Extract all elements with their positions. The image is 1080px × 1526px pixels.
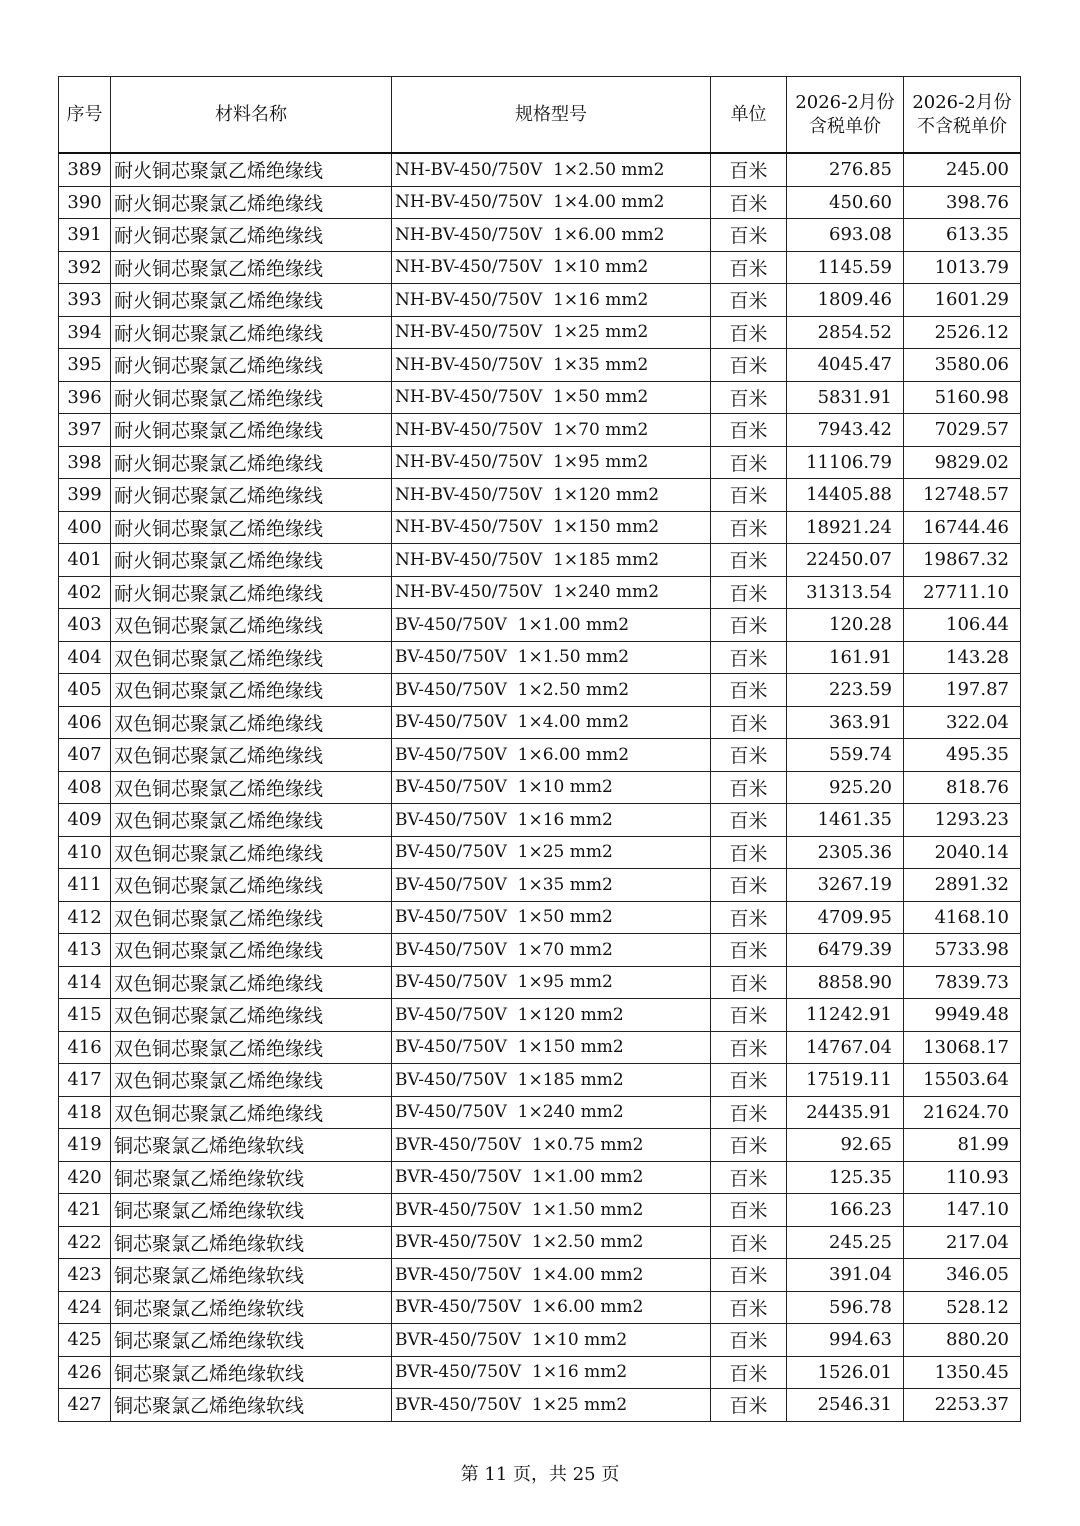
cell-no: 413 (59, 934, 111, 967)
cell-spec: NH-BV-450/750V 1×70 mm2 (392, 414, 711, 447)
cell-no: 401 (59, 544, 111, 577)
cell-spec: BVR-450/750V 1×16 mm2 (392, 1356, 711, 1389)
cell-unit: 百米 (711, 186, 787, 219)
cell-material-name: 铜芯聚氯乙烯绝缘软线 (111, 1356, 392, 1389)
cell-price-tax: 18921.24 (787, 511, 904, 544)
cell-spec: BV-450/750V 1×35 mm2 (392, 869, 711, 902)
cell-no: 411 (59, 869, 111, 902)
table-row (59, 186, 1021, 219)
cell-price-tax: 8858.90 (787, 966, 904, 999)
cell-material-name: 铜芯聚氯乙烯绝缘软线 (111, 1194, 392, 1227)
cell-spec: NH-BV-450/750V 1×95 mm2 (392, 446, 711, 479)
cell-material-name: 耐火铜芯聚氯乙烯绝缘线 (111, 446, 392, 479)
cell-material-name: 耐火铜芯聚氯乙烯绝缘线 (111, 219, 392, 252)
cell-no: 392 (59, 251, 111, 284)
cell-unit: 百米 (711, 381, 787, 414)
table-row (59, 1161, 1021, 1194)
cell-spec: NH-BV-450/750V 1×185 mm2 (392, 544, 711, 577)
cell-price-tax: 17519.11 (787, 1064, 904, 1097)
cell-price-notax: 613.35 (904, 219, 1021, 252)
cell-no: 414 (59, 966, 111, 999)
table-row (59, 1226, 1021, 1259)
cell-spec: NH-BV-450/750V 1×240 mm2 (392, 576, 711, 609)
cell-price-notax: 27711.10 (904, 576, 1021, 609)
cell-no: 390 (59, 186, 111, 219)
cell-material-name: 双色铜芯聚氯乙烯绝缘线 (111, 609, 392, 642)
cell-price-tax: 4045.47 (787, 349, 904, 382)
cell-price-tax: 363.91 (787, 706, 904, 739)
cell-price-notax: 12748.57 (904, 479, 1021, 512)
cell-price-notax: 7839.73 (904, 966, 1021, 999)
table-row (59, 771, 1021, 804)
cell-material-name: 双色铜芯聚氯乙烯绝缘线 (111, 901, 392, 934)
cell-price-notax: 398.76 (904, 186, 1021, 219)
cell-unit: 百米 (711, 1291, 787, 1324)
cell-unit: 百米 (711, 219, 787, 252)
cell-no: 409 (59, 804, 111, 837)
cell-price-tax: 14405.88 (787, 479, 904, 512)
cell-spec: BVR-450/750V 1×4.00 mm2 (392, 1259, 711, 1292)
cell-price-notax: 9829.02 (904, 446, 1021, 479)
cell-price-tax: 24435.91 (787, 1096, 904, 1129)
cell-price-tax: 1145.59 (787, 251, 904, 284)
cell-spec: BVR-450/750V 1×1.50 mm2 (392, 1194, 711, 1227)
cell-unit: 百米 (711, 804, 787, 837)
cell-no: 406 (59, 706, 111, 739)
cell-price-tax: 2546.31 (787, 1389, 904, 1422)
header-price-notax (904, 77, 1021, 154)
cell-price-notax: 81.99 (904, 1129, 1021, 1162)
table-row (59, 381, 1021, 414)
cell-material-name: 耐火铜芯聚氯乙烯绝缘线 (111, 544, 392, 577)
cell-material-name: 双色铜芯聚氯乙烯绝缘线 (111, 739, 392, 772)
cell-unit: 百米 (711, 414, 787, 447)
cell-spec: BVR-450/750V 1×0.75 mm2 (392, 1129, 711, 1162)
table-row (59, 966, 1021, 999)
cell-spec: NH-BV-450/750V 1×16 mm2 (392, 284, 711, 317)
cell-material-name: 双色铜芯聚氯乙烯绝缘线 (111, 771, 392, 804)
table-row (59, 544, 1021, 577)
cell-price-tax: 596.78 (787, 1291, 904, 1324)
cell-unit: 百米 (711, 1096, 787, 1129)
cell-unit: 百米 (711, 1194, 787, 1227)
cell-price-notax: 21624.70 (904, 1096, 1021, 1129)
cell-no: 420 (59, 1161, 111, 1194)
table-row (59, 479, 1021, 512)
cell-no: 403 (59, 609, 111, 642)
table-row (59, 284, 1021, 317)
cell-price-tax: 6479.39 (787, 934, 904, 967)
cell-spec: NH-BV-450/750V 1×120 mm2 (392, 479, 711, 512)
header-price-tax (787, 77, 904, 154)
table-row (59, 836, 1021, 869)
cell-spec: NH-BV-450/750V 1×4.00 mm2 (392, 186, 711, 219)
cell-unit: 百米 (711, 284, 787, 317)
cell-material-name: 双色铜芯聚氯乙烯绝缘线 (111, 934, 392, 967)
cell-material-name: 双色铜芯聚氯乙烯绝缘线 (111, 674, 392, 707)
cell-spec: BV-450/750V 1×70 mm2 (392, 934, 711, 967)
cell-price-notax: 217.04 (904, 1226, 1021, 1259)
cell-unit: 百米 (711, 1064, 787, 1097)
cell-no: 395 (59, 349, 111, 382)
cell-unit: 百米 (711, 316, 787, 349)
cell-material-name: 铜芯聚氯乙烯绝缘软线 (111, 1259, 392, 1292)
cell-unit: 百米 (711, 349, 787, 382)
cell-price-notax: 528.12 (904, 1291, 1021, 1324)
cell-spec: BV-450/750V 1×185 mm2 (392, 1064, 711, 1097)
cell-material-name: 耐火铜芯聚氯乙烯绝缘线 (111, 414, 392, 447)
cell-unit: 百米 (711, 966, 787, 999)
price-table (58, 76, 1021, 1422)
cell-price-tax: 4709.95 (787, 901, 904, 934)
cell-spec: BV-450/750V 1×4.00 mm2 (392, 706, 711, 739)
cell-material-name: 耐火铜芯聚氯乙烯绝缘线 (111, 316, 392, 349)
header-row (59, 77, 1021, 154)
cell-spec: BVR-450/750V 1×10 mm2 (392, 1324, 711, 1357)
table-row (59, 414, 1021, 447)
cell-unit: 百米 (711, 153, 787, 186)
cell-no: 399 (59, 479, 111, 512)
cell-price-notax: 16744.46 (904, 511, 1021, 544)
cell-material-name: 铜芯聚氯乙烯绝缘软线 (111, 1226, 392, 1259)
cell-no: 405 (59, 674, 111, 707)
cell-spec: BV-450/750V 1×10 mm2 (392, 771, 711, 804)
table-row (59, 316, 1021, 349)
cell-price-notax: 495.35 (904, 739, 1021, 772)
cell-unit: 百米 (711, 1389, 787, 1422)
cell-spec: BVR-450/750V 1×1.00 mm2 (392, 1161, 711, 1194)
cell-no: 396 (59, 381, 111, 414)
cell-unit: 百米 (711, 869, 787, 902)
table-row (59, 446, 1021, 479)
cell-unit: 百米 (711, 479, 787, 512)
table-row (59, 674, 1021, 707)
cell-unit: 百米 (711, 1356, 787, 1389)
cell-price-tax: 14767.04 (787, 1031, 904, 1064)
cell-unit: 百米 (711, 836, 787, 869)
table-row (59, 804, 1021, 837)
cell-unit: 百米 (711, 674, 787, 707)
cell-spec: BV-450/750V 1×16 mm2 (392, 804, 711, 837)
cell-no: 410 (59, 836, 111, 869)
cell-spec: BV-450/750V 1×6.00 mm2 (392, 739, 711, 772)
cell-spec: NH-BV-450/750V 1×35 mm2 (392, 349, 711, 382)
header-name: 材料名称 (111, 77, 392, 154)
cell-material-name: 双色铜芯聚氯乙烯绝缘线 (111, 869, 392, 902)
cell-price-notax: 1601.29 (904, 284, 1021, 317)
table-row (59, 1291, 1021, 1324)
cell-price-tax: 3267.19 (787, 869, 904, 902)
cell-no: 391 (59, 219, 111, 252)
cell-unit: 百米 (711, 641, 787, 674)
cell-spec: BV-450/750V 1×1.50 mm2 (392, 641, 711, 674)
table-row (59, 706, 1021, 739)
cell-spec: BV-450/750V 1×120 mm2 (392, 999, 711, 1032)
cell-price-tax: 2854.52 (787, 316, 904, 349)
cell-no: 427 (59, 1389, 111, 1422)
cell-price-tax: 166.23 (787, 1194, 904, 1227)
cell-spec: BV-450/750V 1×95 mm2 (392, 966, 711, 999)
cell-spec: BVR-450/750V 1×6.00 mm2 (392, 1291, 711, 1324)
cell-no: 404 (59, 641, 111, 674)
cell-unit: 百米 (711, 1259, 787, 1292)
cell-material-name: 耐火铜芯聚氯乙烯绝缘线 (111, 576, 392, 609)
table-row (59, 1356, 1021, 1389)
cell-price-notax: 2526.12 (904, 316, 1021, 349)
cell-price-notax: 2040.14 (904, 836, 1021, 869)
header-spec: 规格型号 (392, 77, 711, 154)
cell-no: 421 (59, 1194, 111, 1227)
cell-price-tax: 31313.54 (787, 576, 904, 609)
cell-no: 423 (59, 1259, 111, 1292)
cell-no: 389 (59, 153, 111, 186)
header-no: 序号 (59, 77, 111, 154)
table-row (59, 999, 1021, 1032)
cell-no: 394 (59, 316, 111, 349)
cell-price-notax: 322.04 (904, 706, 1021, 739)
cell-price-tax: 161.91 (787, 641, 904, 674)
cell-price-notax: 5733.98 (904, 934, 1021, 967)
cell-spec: BVR-450/750V 1×2.50 mm2 (392, 1226, 711, 1259)
cell-price-tax: 11106.79 (787, 446, 904, 479)
cell-unit: 百米 (711, 999, 787, 1032)
table-row (59, 511, 1021, 544)
cell-price-tax: 994.63 (787, 1324, 904, 1357)
page-footer: 第 11 页，共 25 页 (460, 1464, 620, 1485)
table-row (59, 1389, 1021, 1422)
cell-material-name: 耐火铜芯聚氯乙烯绝缘线 (111, 153, 392, 186)
cell-material-name: 铜芯聚氯乙烯绝缘软线 (111, 1129, 392, 1162)
cell-price-tax: 391.04 (787, 1259, 904, 1292)
cell-no: 412 (59, 901, 111, 934)
cell-price-tax: 22450.07 (787, 544, 904, 577)
cell-material-name: 双色铜芯聚氯乙烯绝缘线 (111, 706, 392, 739)
cell-spec: BV-450/750V 1×50 mm2 (392, 901, 711, 934)
cell-unit: 百米 (711, 1324, 787, 1357)
cell-price-notax: 9949.48 (904, 999, 1021, 1032)
cell-no: 393 (59, 284, 111, 317)
cell-price-tax: 5831.91 (787, 381, 904, 414)
cell-no: 416 (59, 1031, 111, 1064)
cell-price-notax: 13068.17 (904, 1031, 1021, 1064)
cell-no: 424 (59, 1291, 111, 1324)
cell-price-tax: 7943.42 (787, 414, 904, 447)
cell-price-tax: 11242.91 (787, 999, 904, 1032)
cell-material-name: 双色铜芯聚氯乙烯绝缘线 (111, 1031, 392, 1064)
cell-no: 418 (59, 1096, 111, 1129)
cell-unit: 百米 (711, 901, 787, 934)
cell-material-name: 耐火铜芯聚氯乙烯绝缘线 (111, 479, 392, 512)
cell-price-notax: 7029.57 (904, 414, 1021, 447)
table-row (59, 1194, 1021, 1227)
cell-material-name: 耐火铜芯聚氯乙烯绝缘线 (111, 251, 392, 284)
cell-price-notax: 147.10 (904, 1194, 1021, 1227)
table-row (59, 1129, 1021, 1162)
cell-unit: 百米 (711, 576, 787, 609)
cell-price-tax: 1526.01 (787, 1356, 904, 1389)
cell-price-tax: 92.65 (787, 1129, 904, 1162)
cell-price-tax: 1461.35 (787, 804, 904, 837)
cell-unit: 百米 (711, 1161, 787, 1194)
cell-price-tax: 276.85 (787, 153, 904, 186)
cell-price-tax: 1809.46 (787, 284, 904, 317)
cell-price-notax: 15503.64 (904, 1064, 1021, 1097)
cell-spec: BV-450/750V 1×25 mm2 (392, 836, 711, 869)
cell-material-name: 双色铜芯聚氯乙烯绝缘线 (111, 966, 392, 999)
cell-no: 415 (59, 999, 111, 1032)
cell-unit: 百米 (711, 609, 787, 642)
cell-price-notax: 19867.32 (904, 544, 1021, 577)
table-row (59, 739, 1021, 772)
cell-price-notax: 1350.45 (904, 1356, 1021, 1389)
cell-no: 398 (59, 446, 111, 479)
cell-spec: BV-450/750V 1×240 mm2 (392, 1096, 711, 1129)
header-unit: 单位 (711, 77, 787, 154)
cell-no: 419 (59, 1129, 111, 1162)
cell-price-tax: 245.25 (787, 1226, 904, 1259)
cell-spec: BV-450/750V 1×150 mm2 (392, 1031, 711, 1064)
cell-price-notax: 4168.10 (904, 901, 1021, 934)
table-row (59, 934, 1021, 967)
cell-spec: NH-BV-450/750V 1×2.50 mm2 (392, 153, 711, 186)
cell-spec: BV-450/750V 1×1.00 mm2 (392, 609, 711, 642)
table-row (59, 869, 1021, 902)
cell-price-notax: 5160.98 (904, 381, 1021, 414)
header-price-tax-line1: 2026-2月份 (795, 91, 895, 113)
cell-material-name: 铜芯聚氯乙烯绝缘软线 (111, 1161, 392, 1194)
header-price-tax-line2: 含税单价 (809, 115, 881, 137)
cell-no: 407 (59, 739, 111, 772)
cell-no: 422 (59, 1226, 111, 1259)
cell-unit: 百米 (711, 934, 787, 967)
cell-unit: 百米 (711, 251, 787, 284)
cell-price-notax: 2891.32 (904, 869, 1021, 902)
cell-price-notax: 197.87 (904, 674, 1021, 707)
cell-spec: BV-450/750V 1×2.50 mm2 (392, 674, 711, 707)
cell-spec: NH-BV-450/750V 1×25 mm2 (392, 316, 711, 349)
cell-price-notax: 3580.06 (904, 349, 1021, 382)
table-row (59, 219, 1021, 252)
cell-spec: BVR-450/750V 1×25 mm2 (392, 1389, 711, 1422)
cell-price-tax: 120.28 (787, 609, 904, 642)
cell-material-name: 耐火铜芯聚氯乙烯绝缘线 (111, 284, 392, 317)
cell-price-notax: 245.00 (904, 153, 1021, 186)
cell-unit: 百米 (711, 771, 787, 804)
cell-material-name: 铜芯聚氯乙烯绝缘软线 (111, 1291, 392, 1324)
cell-material-name: 双色铜芯聚氯乙烯绝缘线 (111, 1064, 392, 1097)
table-row (59, 609, 1021, 642)
header-price-notax-line2: 不含税单价 (917, 115, 1007, 137)
table-row (59, 1259, 1021, 1292)
cell-price-tax: 450.60 (787, 186, 904, 219)
cell-price-notax: 346.05 (904, 1259, 1021, 1292)
cell-price-notax: 818.76 (904, 771, 1021, 804)
cell-no: 425 (59, 1324, 111, 1357)
cell-spec: NH-BV-450/750V 1×6.00 mm2 (392, 219, 711, 252)
table-row (59, 251, 1021, 284)
cell-material-name: 耐火铜芯聚氯乙烯绝缘线 (111, 186, 392, 219)
cell-spec: NH-BV-450/750V 1×150 mm2 (392, 511, 711, 544)
header-price-notax-line1: 2026-2月份 (912, 91, 1012, 113)
cell-spec: NH-BV-450/750V 1×10 mm2 (392, 251, 711, 284)
cell-unit: 百米 (711, 1031, 787, 1064)
cell-price-tax: 925.20 (787, 771, 904, 804)
cell-no: 426 (59, 1356, 111, 1389)
table-row (59, 1064, 1021, 1097)
cell-material-name: 双色铜芯聚氯乙烯绝缘线 (111, 804, 392, 837)
cell-price-tax: 693.08 (787, 219, 904, 252)
cell-price-notax: 880.20 (904, 1324, 1021, 1357)
cell-material-name: 耐火铜芯聚氯乙烯绝缘线 (111, 381, 392, 414)
cell-spec: NH-BV-450/750V 1×50 mm2 (392, 381, 711, 414)
cell-material-name: 耐火铜芯聚氯乙烯绝缘线 (111, 349, 392, 382)
cell-material-name: 双色铜芯聚氯乙烯绝缘线 (111, 836, 392, 869)
cell-unit: 百米 (711, 511, 787, 544)
cell-material-name: 双色铜芯聚氯乙烯绝缘线 (111, 999, 392, 1032)
cell-price-notax: 110.93 (904, 1161, 1021, 1194)
cell-price-notax: 1013.79 (904, 251, 1021, 284)
cell-no: 408 (59, 771, 111, 804)
table-row (59, 349, 1021, 382)
cell-material-name: 铜芯聚氯乙烯绝缘软线 (111, 1389, 392, 1422)
cell-material-name: 双色铜芯聚氯乙烯绝缘线 (111, 641, 392, 674)
cell-price-notax: 106.44 (904, 609, 1021, 642)
cell-unit: 百米 (711, 1226, 787, 1259)
table-row (59, 641, 1021, 674)
cell-price-notax: 2253.37 (904, 1389, 1021, 1422)
cell-unit: 百米 (711, 446, 787, 479)
cell-price-notax: 143.28 (904, 641, 1021, 674)
table-row (59, 1324, 1021, 1357)
cell-no: 402 (59, 576, 111, 609)
cell-unit: 百米 (711, 739, 787, 772)
cell-no: 400 (59, 511, 111, 544)
table-row (59, 153, 1021, 186)
table-row (59, 1031, 1021, 1064)
cell-price-tax: 223.59 (787, 674, 904, 707)
cell-price-notax: 1293.23 (904, 804, 1021, 837)
cell-no: 417 (59, 1064, 111, 1097)
cell-unit: 百米 (711, 1129, 787, 1162)
table-row (59, 1096, 1021, 1129)
cell-unit: 百米 (711, 706, 787, 739)
cell-material-name: 双色铜芯聚氯乙烯绝缘线 (111, 1096, 392, 1129)
table-row (59, 901, 1021, 934)
cell-price-tax: 559.74 (787, 739, 904, 772)
cell-price-tax: 2305.36 (787, 836, 904, 869)
cell-unit: 百米 (711, 544, 787, 577)
cell-no: 397 (59, 414, 111, 447)
cell-material-name: 耐火铜芯聚氯乙烯绝缘线 (111, 511, 392, 544)
cell-material-name: 铜芯聚氯乙烯绝缘软线 (111, 1324, 392, 1357)
table-row (59, 576, 1021, 609)
cell-price-tax: 125.35 (787, 1161, 904, 1194)
